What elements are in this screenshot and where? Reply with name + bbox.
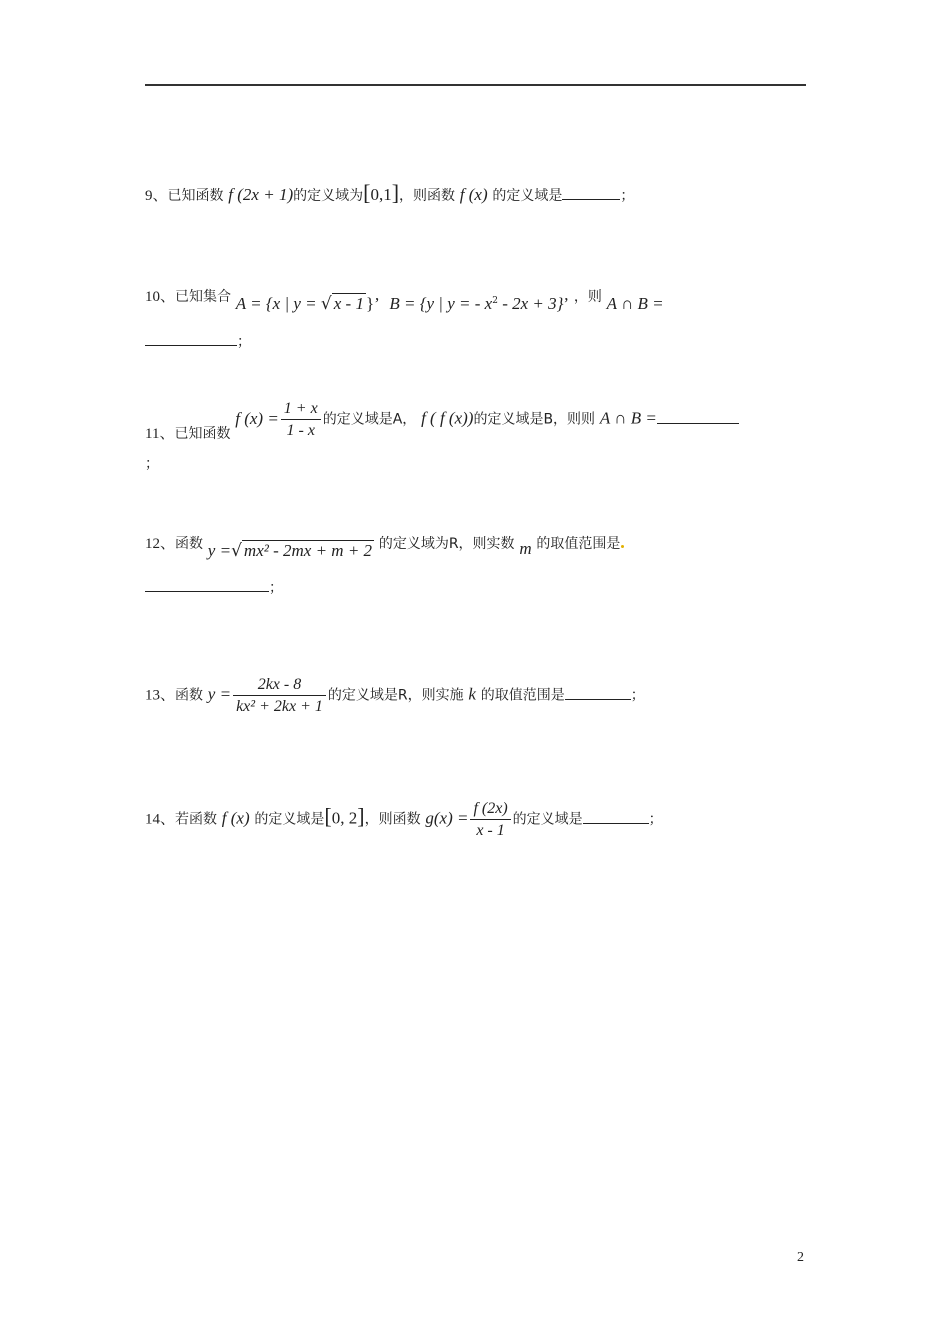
question-10-answer-line (145, 330, 251, 352)
question-12 (145, 532, 625, 561)
q14-fraction-denominator: x - 1 (476, 822, 505, 839)
page-number: 2 (797, 1250, 804, 1265)
q14-gx: g(x) = (425, 808, 469, 828)
q12-number: 12、 (145, 536, 176, 552)
q14-text-3: ，则函数 (364, 811, 421, 828)
question-13 (145, 674, 645, 717)
q11-intersection: A ∩ B = (599, 408, 657, 428)
q12-text-1: 函数 (175, 536, 204, 552)
q14-text-4: 的定义域是 (512, 811, 583, 828)
q14-text-2: 的定义域是 (254, 811, 325, 828)
q9-text-1: 已知函数 (167, 188, 224, 204)
q13-number: 13、 (145, 687, 176, 704)
q13-y: y = (207, 684, 232, 704)
q14-end: ； (648, 811, 663, 828)
q9-answer-blank[interactable] (562, 184, 620, 200)
q14-interval: 0, 2 (331, 808, 358, 828)
q10-close-brace: } (365, 294, 375, 313)
q14-fx: f (x) (221, 808, 250, 828)
q9-interval-right-bracket: ] (391, 180, 400, 205)
q14-interval-left-bracket: [ (324, 803, 332, 829)
q12-y: y = (207, 541, 232, 560)
q12-text-2: 的定义域为R，则实数 (378, 536, 515, 552)
q11-end: ； (145, 456, 159, 472)
ink-mark (621, 545, 624, 548)
q10-sqrt-expr: x - 1 (333, 294, 364, 313)
question-12-answer-line (145, 576, 283, 598)
q9-text-3: ，则函数 (399, 188, 456, 204)
question-11 (145, 398, 739, 441)
q11-ffx: f ( f (x)) (421, 408, 474, 428)
q12-end: ； (269, 580, 283, 596)
q10-set-B-part-2: - 2x + 3} (497, 294, 564, 313)
q11-text-1: 已知函数 (174, 425, 231, 442)
q9-end: ； (620, 188, 635, 204)
q11-answer-blank[interactable] (657, 408, 739, 424)
q9-text-2: 的定义域为 (293, 188, 364, 204)
q13-text-3: 的取值范围是 (480, 687, 565, 704)
q11-text-2: 的定义域是A， (322, 411, 417, 428)
q13-fraction (233, 674, 326, 717)
q11-fraction-denominator: 1 - x (286, 422, 315, 439)
question-10: 10、已知集合 A = {x | y = √ x - 1 }’ B = {y | y = - $x^2 - 2x + 3$}’ ，则 A ∩ B = (145, 289, 664, 314)
q10-set-A: A = {x | y = (235, 294, 321, 313)
q9-text-4: 的定义域是 (492, 188, 563, 204)
q13-fraction-denominator: kx² + 2kx + 1 (236, 698, 323, 715)
q13-answer-blank[interactable] (565, 684, 631, 700)
q12-sqrt-expr: mx² - 2mx + m + 2 (243, 541, 373, 560)
q13-end: ； (630, 687, 645, 704)
q11-fx: f (x) = (235, 408, 279, 428)
q10-answer-blank[interactable] (145, 330, 237, 346)
q13-k: k (468, 684, 476, 704)
q10-set-B-part-1: B = {y | y = - x (389, 294, 493, 313)
q14-fraction-numerator: f (2x) (470, 798, 510, 820)
q11-text-3: 的定义域是B，则则 (473, 411, 596, 428)
sqrt-icon: √ (231, 541, 242, 561)
q9-interval: 0,1 (370, 185, 392, 204)
q10-end: ； (237, 334, 251, 350)
q9-expr-f2x1: f (2x + 1) (228, 185, 294, 204)
q14-number: 14、 (145, 811, 176, 828)
q13-text-1: 函数 (175, 687, 204, 704)
q10-text-1: 已知集合 (175, 289, 232, 305)
q14-answer-blank[interactable] (583, 808, 649, 824)
q12-text-3: 的取值范围是 (536, 536, 621, 552)
q14-text-1: 若函数 (175, 811, 218, 828)
q10-text-2: ，则 (573, 289, 602, 305)
q11-fraction-numerator: 1 + x (281, 398, 321, 420)
q14-fraction (470, 798, 510, 841)
q11-number: 11、 (145, 425, 175, 442)
question-14 (145, 798, 663, 841)
q9-number: 9、 (145, 188, 168, 204)
q12-m: m (519, 539, 532, 558)
question-11-end-line (145, 453, 159, 474)
q10-intersection: A ∩ B = (606, 294, 664, 313)
q11-fraction (281, 398, 321, 441)
q14-interval-right-bracket: ] (357, 803, 365, 829)
q10-number: 10、 (145, 289, 176, 305)
q9-expr-fx: f (x) (459, 185, 488, 204)
q12-answer-blank[interactable] (145, 576, 269, 592)
q10-separator: ’ (374, 294, 380, 313)
header-rule (145, 84, 806, 86)
q13-text-2: 的定义域是R，则实施 (327, 687, 464, 704)
q9-interval-left-bracket: [ (363, 180, 371, 205)
q13-fraction-numerator: 2kx - 8 (233, 674, 326, 696)
sqrt-icon: √ (320, 294, 332, 314)
question-9 (145, 180, 635, 206)
